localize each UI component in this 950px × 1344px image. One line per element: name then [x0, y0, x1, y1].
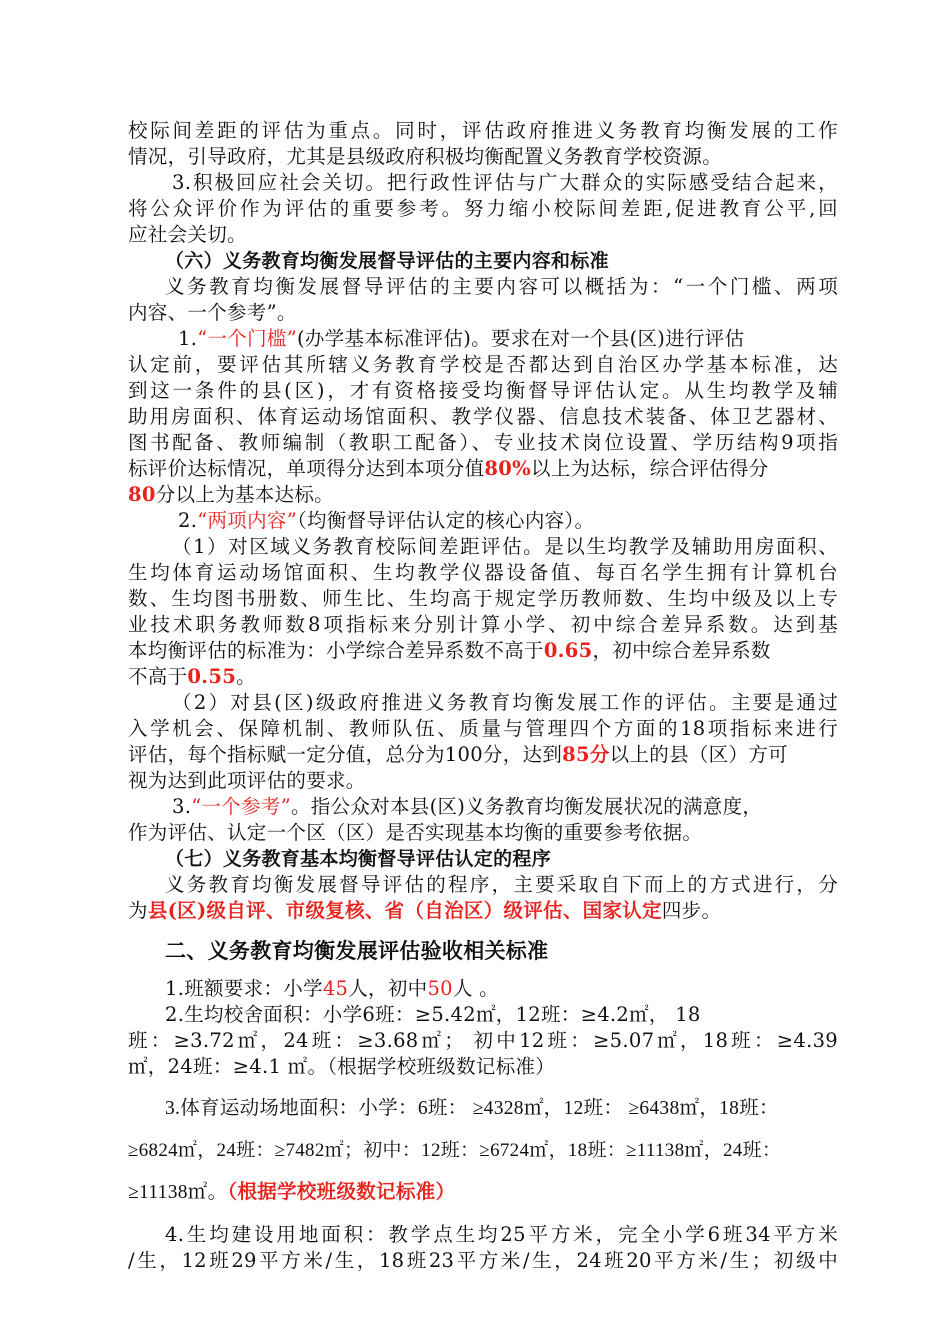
text-run: 人 。 — [452, 977, 499, 1000]
highlight-value: 85分 — [562, 743, 610, 766]
paragraph-line: 情况，引导政府，尤其是县级政府积极均衡配置义务教育学校资源。 — [128, 145, 723, 168]
paragraph-line: 应社会关切。 — [128, 223, 247, 246]
chapter-heading: 二、义务教育均衡发展评估验收相关标准 — [165, 939, 549, 963]
text-run: 。指公众对本县(区)义务教育均衡发展状况的满意度， — [290, 795, 763, 818]
highlight-term: “一个参考” — [191, 795, 291, 818]
paragraph-line — [178, 508, 838, 534]
paragraph-line — [172, 794, 838, 820]
paragraph-line: 4.生均建设用地面积：教学点生均25平方米，完全小学6班34平方米 — [165, 1223, 838, 1246]
paragraph-line: （1）对区域义务教育校际间差距评估。是以生均教学及辅助用房面积、 — [172, 535, 838, 558]
highlight-value: 0.65 — [543, 639, 593, 662]
list-number: 3. — [172, 795, 192, 818]
paragraph-line: 图书配备、教师编制（教职工配备）、专业技术岗位设置、学历结构9项指 — [128, 431, 838, 454]
text-run: （均衡督导评估认定的核心内容）。 — [296, 509, 595, 532]
paragraph-line — [165, 976, 838, 1002]
text-run: 评估，每个指标赋一定分值，总分为100分，达到 — [128, 743, 563, 766]
paragraph-line: 内容、一个参考”。 — [128, 301, 297, 324]
paragraph-line: ㎡，24班：≥4.1 ㎡。（根据学校班级数记标准） — [128, 1055, 556, 1078]
highlight-value: 50 — [427, 977, 453, 1000]
paragraph-line: /生，12班29平方米/生，18班23平方米/生，24班20平方米/生；初级中 — [128, 1249, 838, 1272]
list-number: 1. — [178, 327, 198, 350]
text-run: 。 — [236, 665, 256, 688]
paragraph-line: 义务教育均衡发展督导评估的程序，主要采取自下而上的方式进行，分 — [165, 873, 838, 896]
highlight-value: 80 — [128, 483, 156, 506]
text-run: 为 — [128, 899, 148, 922]
paragraph-line — [128, 482, 838, 508]
section-heading: （六）义务教育均衡发展督导评估的主要内容和标准 — [165, 250, 609, 272]
paragraph-line: 入学机会、保障机制、教师队伍、质量与管理四个方面的18项指标来进行 — [128, 717, 838, 740]
text-run: 以上的县（区）方可 — [609, 743, 788, 766]
paragraph-line: 作为评估、认定一个区（区）是否实现基本均衡的重要参考依据。 — [128, 821, 703, 844]
paragraph-line: 业技术职务教师数8项指标来分别计算小学、初中综合差异系数。达到基 — [128, 613, 838, 636]
paragraph-line — [128, 664, 838, 690]
paragraph-line: 生均体育运动场馆面积、生均教学仪器设备值、每百名学生拥有计算机台 — [128, 561, 838, 584]
paragraph-line: 助用房面积、体育运动场馆面积、教学仪器、信息技术装备、体卫艺器材、 — [128, 405, 838, 428]
text-run: 以上为达标，综合评估得分 — [530, 457, 769, 480]
section-heading: （七）义务教育基本均衡督导评估认定的程序 — [165, 848, 552, 870]
list-number: 2. — [178, 509, 198, 532]
text-run: 不高于 — [128, 665, 188, 688]
highlight-note: （根据学校班级数记标准） — [227, 1182, 456, 1203]
text-run: (办学基本标准评估)。要求在对一个县(区)进行评估 — [296, 327, 745, 350]
paragraph-line: 义务教育均衡发展督导评估的主要内容可以概括为：“一个门槛、两项 — [165, 275, 838, 298]
paragraph-line — [178, 326, 838, 352]
highlight-value: 0.55 — [187, 665, 237, 688]
paragraph-line: （2）对县(区)级政府推进义务教育均衡发展工作的评估。主要是通过 — [172, 691, 838, 714]
text-run: 四步。 — [661, 899, 722, 922]
paragraph-line — [128, 456, 838, 482]
highlight-term: “一个门槛” — [197, 327, 297, 350]
highlight-value: 45 — [322, 977, 349, 1000]
paragraph-line — [128, 742, 838, 768]
paragraph-line: 视为达到此项评估的要求。 — [128, 769, 366, 792]
paragraph-line — [128, 898, 838, 924]
text-run: ，初中综合差异系数 — [592, 639, 771, 662]
paragraph-line: ≥6824㎡，24班：≥7482㎡；初中：12班：≥6724㎡，18班：≥11138㎡，24班： — [128, 1140, 782, 1161]
paragraph-line: 3.积极回应社会关切。把行政性评估与广大群众的实际感受结合起来， — [172, 171, 838, 194]
paragraph-line: 将公众评价作为评估的重要参考。努力缩小校际间差距,促进教育公平,回 — [128, 197, 838, 220]
highlight-steps: 县(区)级自评、市级复核、省（自治区）级评估、国家认定 — [147, 899, 662, 922]
paragraph-line: 认定前，要评估其所辖义务教育学校是否都达到自治区办学基本标准，达 — [128, 353, 838, 376]
paragraph-line — [128, 1180, 838, 1206]
paragraph-line: 3.体育运动场地面积：小学：6班： ≥4328㎡，12班： ≥6438㎡，18班： — [165, 1098, 779, 1119]
text-run: 标评价达标情况，单项得分达到本项分值 — [128, 457, 485, 480]
text-run: 本均衡评估的标准为：小学综合差异系数不高于 — [128, 639, 544, 662]
paragraph-line: 数、生均图书册数、师生比、生均高于规定学历教师数、生均中级及以上专 — [128, 587, 838, 610]
paragraph-line: 2.生均校舍面积：小学6班：≥5.42㎡，12班：≥4.2㎡， 18 — [165, 1003, 701, 1026]
paragraph-line: 到这一条件的县(区)，才有资格接受均衡督导评估认定。从生均教学及辅 — [128, 379, 838, 402]
text-run: 1.班额要求：小学 — [165, 977, 323, 1000]
paragraph-line — [128, 638, 838, 664]
text-run: ≥11138㎡。 — [128, 1182, 228, 1203]
paragraph-line: 班：≥3.72㎡，24班：≥3.68㎡； 初中12班：≥5.07㎡，18班：≥4.39 — [128, 1029, 838, 1052]
text-run: 人，初中 — [348, 977, 428, 1000]
highlight-value: 80% — [484, 457, 531, 480]
highlight-term: “两项内容” — [197, 509, 297, 532]
paragraph-line: 校际间差距的评估为重点。同时，评估政府推进义务教育均衡发展的工作 — [128, 119, 838, 142]
text-run: 分以上为基本达标。 — [155, 483, 334, 506]
